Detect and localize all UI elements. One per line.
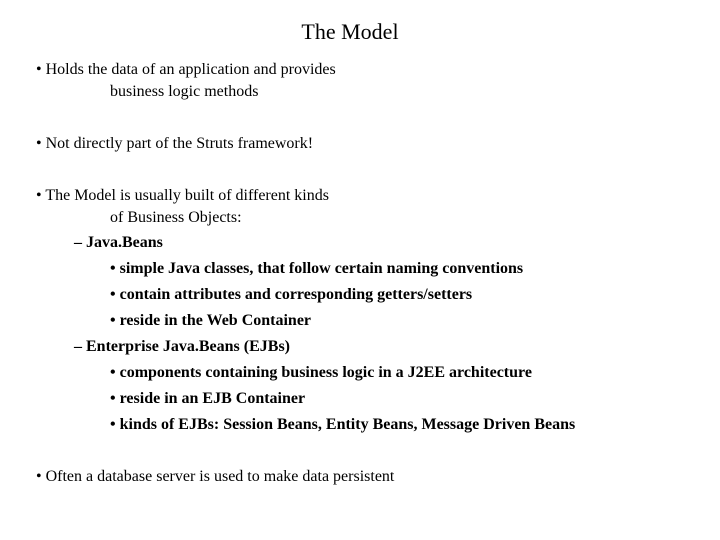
bullet-model-built: • The Model is usually built of different kinds (36, 187, 329, 204)
bullet-model-built-cont: of Business Objects: (110, 209, 242, 226)
bullet-holds-data: • Holds the data of an application and provides (36, 61, 336, 78)
ejb-item-3: • kinds of EJBs: Session Beans, Entity Beans, Message Driven Beans (110, 416, 576, 433)
javabeans-item-2: • contain attributes and corresponding getters/setters (110, 286, 473, 303)
slide-title: The Model (301, 19, 399, 44)
sub-ejb: – Enterprise Java.Beans (EJBs) (74, 338, 290, 355)
ejb-item-2: • reside in an EJB Container (110, 390, 306, 407)
bullet-database: • Often a database server is used to make data persistent (36, 468, 395, 485)
javabeans-item-1: • simple Java classes, that follow certain naming conventions (110, 260, 524, 277)
javabeans-item-3: • reside in the Web Container (110, 312, 312, 329)
sub-javabeans: – Java.Beans (74, 234, 163, 251)
ejb-item-1: • components containing business logic in a J2EE architecture (110, 364, 532, 381)
bullet-holds-data-cont: business logic methods (110, 83, 259, 100)
bullet-not-struts: • Not directly part of the Struts framework! (36, 135, 314, 152)
